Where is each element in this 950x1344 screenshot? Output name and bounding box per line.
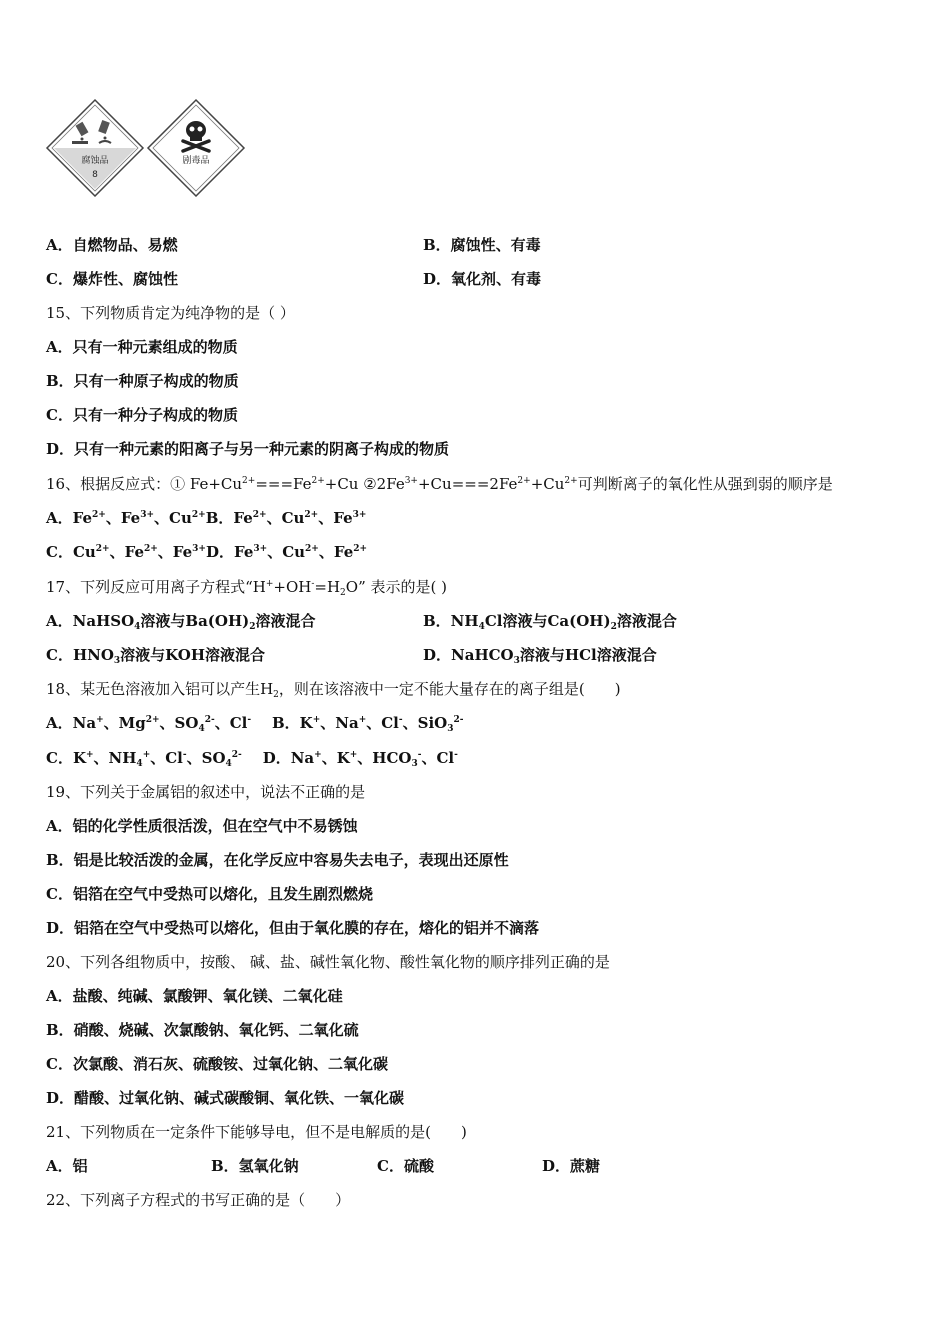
corrosive-sign	[47, 100, 143, 196]
q16-sup: 3+	[404, 476, 418, 486]
q16-stem-part: +Cu ②2Fe	[324, 475, 405, 493]
q15-option-c[interactable]: C．只有一种分子构成的物质	[46, 406, 238, 424]
q21-stem: 21、下列物质在一定条件下能够导电，但不是电解质的是( )	[46, 1123, 467, 1141]
q16-sup: 2+	[242, 476, 256, 486]
q16-sup: 2+	[564, 476, 578, 486]
q17-option-c[interactable]: C．$HNO_3$溶液与KOH溶液混合	[46, 646, 266, 666]
q16-sup: 2+	[517, 476, 531, 486]
q20-option-d[interactable]: D．醋酸、过氧化钠、碱式碳酸铜、氧化铁、一氧化碳	[46, 1089, 405, 1107]
q16-stem-part: +Cu	[530, 475, 565, 493]
q20-option-c[interactable]: C．次氯酸、消石灰、硫酸铵、过氧化钠、二氧化碳	[46, 1055, 388, 1073]
q16-option-c[interactable]: C．$Cu^{2+}$、$Fe^{2+}$、$Fe^{3+}$	[46, 543, 206, 561]
corrosive-label: 腐蚀品	[81, 156, 109, 166]
q15-option-d[interactable]: D．只有一种元素的阳离子与另一种元素的阴离子构成的物质	[46, 440, 450, 458]
q16-stem	[46, 474, 833, 494]
q18-option-d[interactable]: D．Na+、K+、$HCO_3^-$、Cl-	[262, 749, 458, 769]
q18-row2	[46, 748, 458, 768]
q17-option-a[interactable]: A．NaHSO$_4$溶液与$Ba(OH)_2$溶液混合	[46, 612, 316, 632]
q17-stem: 17、下列反应可用离子方程式“$H^++OH^-=H_2O$” 表示的是( )	[46, 578, 447, 598]
q16-row2	[46, 542, 367, 562]
q19-option-d[interactable]: D．铝箔在空气中受热可以熔化，但由于氧化膜的存在，熔化的铝并不滴落	[46, 919, 540, 937]
q22-stem: 22、下列离子方程式的书写正确的是（ ）	[46, 1191, 351, 1209]
q19-stem: 19、下列关于金属铝的叙述中，说法不正确的是	[46, 783, 366, 801]
corrosive-class: 8	[92, 170, 98, 180]
q20-option-b[interactable]: B．硝酸、烧碱、次氯酸钠、氧化钙、二氧化硫	[46, 1021, 359, 1039]
q18-row1	[46, 713, 464, 733]
q15-option-a[interactable]: A．只有一种元素组成的物质	[46, 338, 238, 356]
q14-option-d[interactable]: D．氧化剂、有毒	[423, 270, 542, 288]
q17-option-d[interactable]: D．NaHCO$_3$溶液与HCl溶液混合	[423, 646, 657, 666]
q21-option-d[interactable]: D．蔗糖	[542, 1157, 601, 1175]
q18-option-c[interactable]: C．K+、$NH_4^+$、Cl-、$SO_4^{2-}$	[46, 749, 242, 769]
q19-option-b[interactable]: B．铝是比较活泼的金属，在化学反应中容易失去电子，表现出还原性	[46, 851, 509, 869]
q21-option-a[interactable]: A．铝	[46, 1157, 88, 1175]
q19-option-c[interactable]: C．铝箔在空气中受热可以熔化，且发生剧烈燃烧	[46, 885, 373, 903]
q17-row2	[46, 645, 657, 666]
q16-stem-part: +Cu===2Fe	[417, 475, 518, 493]
q15-option-b[interactable]: B．只有一种原子构成的物质	[46, 372, 239, 390]
q16-option-d[interactable]: D．$Fe^{3+}$、$Cu^{2+}$、$Fe^{2+}$	[205, 543, 368, 561]
q14-row1	[46, 235, 541, 255]
q14-option-c[interactable]: C．爆炸性、腐蚀性	[46, 270, 178, 288]
q21-option-b[interactable]: B．氢氧化钠	[211, 1157, 299, 1175]
q17-option-b[interactable]: B．$NH_4Cl$溶液与$Ca(OH)_2$溶液混合	[423, 612, 677, 632]
hazard-signs	[44, 97, 254, 197]
hazard-signs-graphic	[44, 97, 254, 197]
q21-option-c[interactable]: C．硫酸	[377, 1157, 434, 1175]
q16-stem-part: 16、根据反应式：① Fe+Cu	[46, 475, 243, 493]
toxic-sign	[148, 100, 244, 196]
toxic-label: 剧毒品	[182, 156, 210, 166]
q18-option-b[interactable]: B．K+、Na+、Cl-、SiO$_3^{2-}$	[271, 714, 464, 734]
q16-sup: 2+	[311, 476, 325, 486]
q14-option-b[interactable]: B．腐蚀性、有毒	[423, 236, 541, 254]
q16-option-a[interactable]: A．$Fe^{2+}$、$Fe^{3+}$、$Cu^{2+}$	[46, 509, 206, 527]
q14-option-a[interactable]: A．自燃物品、易燃	[46, 236, 178, 254]
q18-stem: 18、某无色溶液加入铝可以产生$H_2$，则在该溶液中一定不能大量存在的离子组是( )	[46, 680, 621, 700]
q16-stem-part: 可判断离子的氧化性从强到弱的顺序是	[577, 475, 833, 493]
q17-row1	[46, 611, 677, 632]
q16-option-b[interactable]: B．$Fe^{2+}$、$Cu^{2+}$、$Fe^{3+}$	[205, 509, 367, 527]
q21-options	[46, 1156, 906, 1176]
q20-stem: 20、下列各组物质中，按酸、 碱、盐、碱性氧化物、酸性氧化物的顺序排列正确的是	[46, 953, 610, 971]
q16-row1	[46, 508, 366, 528]
q14-row2	[46, 269, 542, 289]
q20-option-a[interactable]: A．盐酸、纯碱、氯酸钾、氧化镁、二氧化硅	[46, 987, 343, 1005]
q15-stem: 15、下列物质肯定为纯净物的是（ ）	[46, 304, 295, 322]
q18-option-a[interactable]: A．Na+、$Mg^{2+}$、$SO_4^{2-}$、Cl-	[46, 714, 252, 734]
q16-stem-part: ===Fe	[255, 475, 312, 493]
q19-option-a[interactable]: A．铝的化学性质很活泼，但在空气中不易锈蚀	[46, 817, 358, 835]
